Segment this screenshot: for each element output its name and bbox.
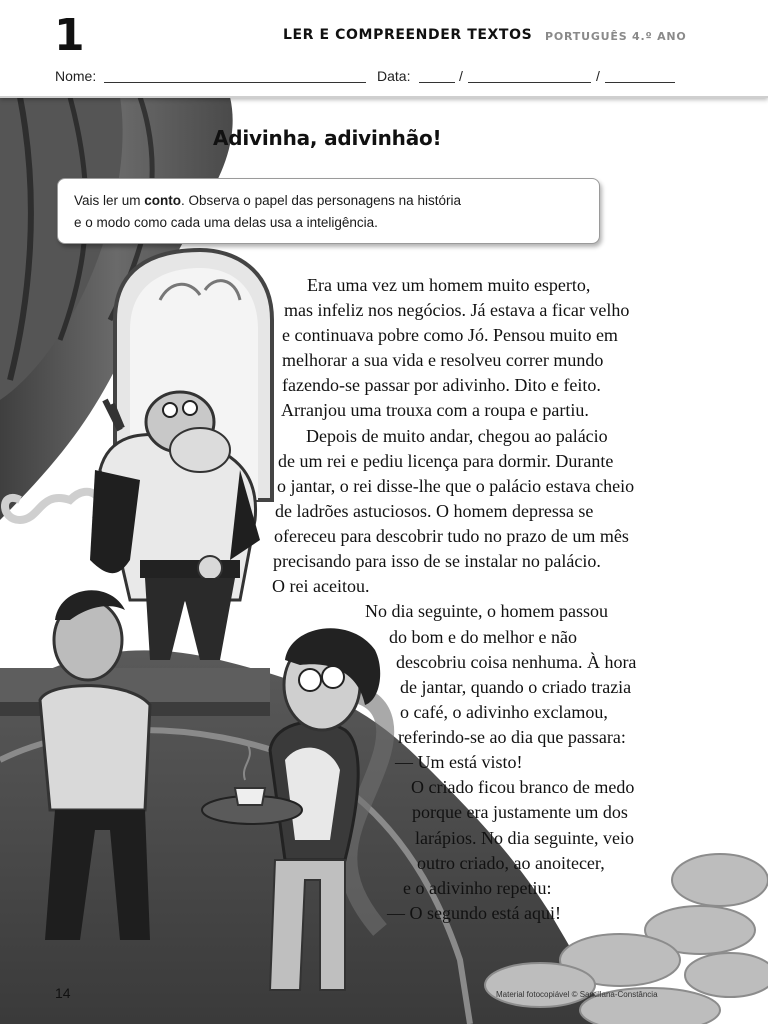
story-line: referindo-se ao dia que passara: [398,727,626,747]
story-line: e continuava pobre como Jó. Pensou muito em [282,325,618,345]
instruction-text: . Observa o papel das personagens na história [181,193,461,208]
unit-number: 1 [54,10,85,61]
story-line: o jantar, o rei disse-lhe que o palácio estava cheio [277,476,635,496]
story-line: de jantar, quando o criado trazia [400,677,632,697]
name-label: Nome: [55,68,97,84]
subject-label: PORTUGUÊS 4.º ANO [545,30,687,43]
story-line: do bom e do melhor e não [389,627,577,647]
story-line: e o adivinho repetiu: [403,878,552,898]
story-line: Arranjou uma trouxa com a roupa e partiu. [281,400,589,420]
story-line: porque era justamente um dos [412,802,628,822]
instruction-keyword: conto [144,193,182,208]
date-day-line[interactable] [419,82,455,83]
date-month-line[interactable] [468,82,591,83]
date-separator: / [596,68,600,84]
story-line: fazendo-se passar por adivinho. Dito e feito. [282,375,601,395]
story-line: larápios. No dia seguinte, veio [415,828,634,848]
instruction-box [57,178,600,244]
story-line: o café, o adivinho exclamou, [400,702,608,722]
story-line: de um rei e pediu licença para dormir. Durante [278,451,614,471]
instruction-line-2: e o modo como cada uma delas usa a inteligência. [74,215,378,230]
story-line: mas infeliz nos negócios. Já estava a ficar velho [284,300,630,320]
story-line: outro criado, ao anoitecer, [417,853,605,873]
story-line: — Um está visto! [395,752,523,772]
story-line: ofereceu para descobrir tudo no prazo de um mês [274,526,629,546]
story-line: O rei aceitou. [272,576,370,596]
story-line: descobriu coisa nenhuma. À hora [396,652,637,672]
story-line: Era uma vez um homem muito esperto, [307,275,591,295]
section-title: LER E COMPREENDER TEXTOS [283,27,533,43]
story-line: precisando para isso de se instalar no palácio. [273,551,601,571]
date-year-line[interactable] [605,82,675,83]
instruction-text: Vais ler um [74,193,145,208]
story-line: melhorar a sua vida e resolveu correr mundo [282,350,604,370]
page-number: 14 [55,985,71,1001]
story-line: No dia seguinte, o homem passou [365,601,608,621]
page-title: Adivinha, adivinhão! [213,126,442,150]
instruction-line-1 [74,190,583,212]
copyright-notice: Material fotocopiável © Santillana-Constância [496,990,658,999]
date-label: Data: [377,68,411,84]
date-separator: / [459,68,463,84]
worksheet-header [0,0,768,98]
story-line: O criado ficou branco de medo [411,777,635,797]
story-line: de ladrões astuciosos. O homem depressa se [275,501,594,521]
story-line: Depois de muito andar, chegou ao palácio [306,426,608,446]
story-line: — O segundo está aqui! [387,903,561,923]
name-field-line[interactable] [104,82,366,83]
